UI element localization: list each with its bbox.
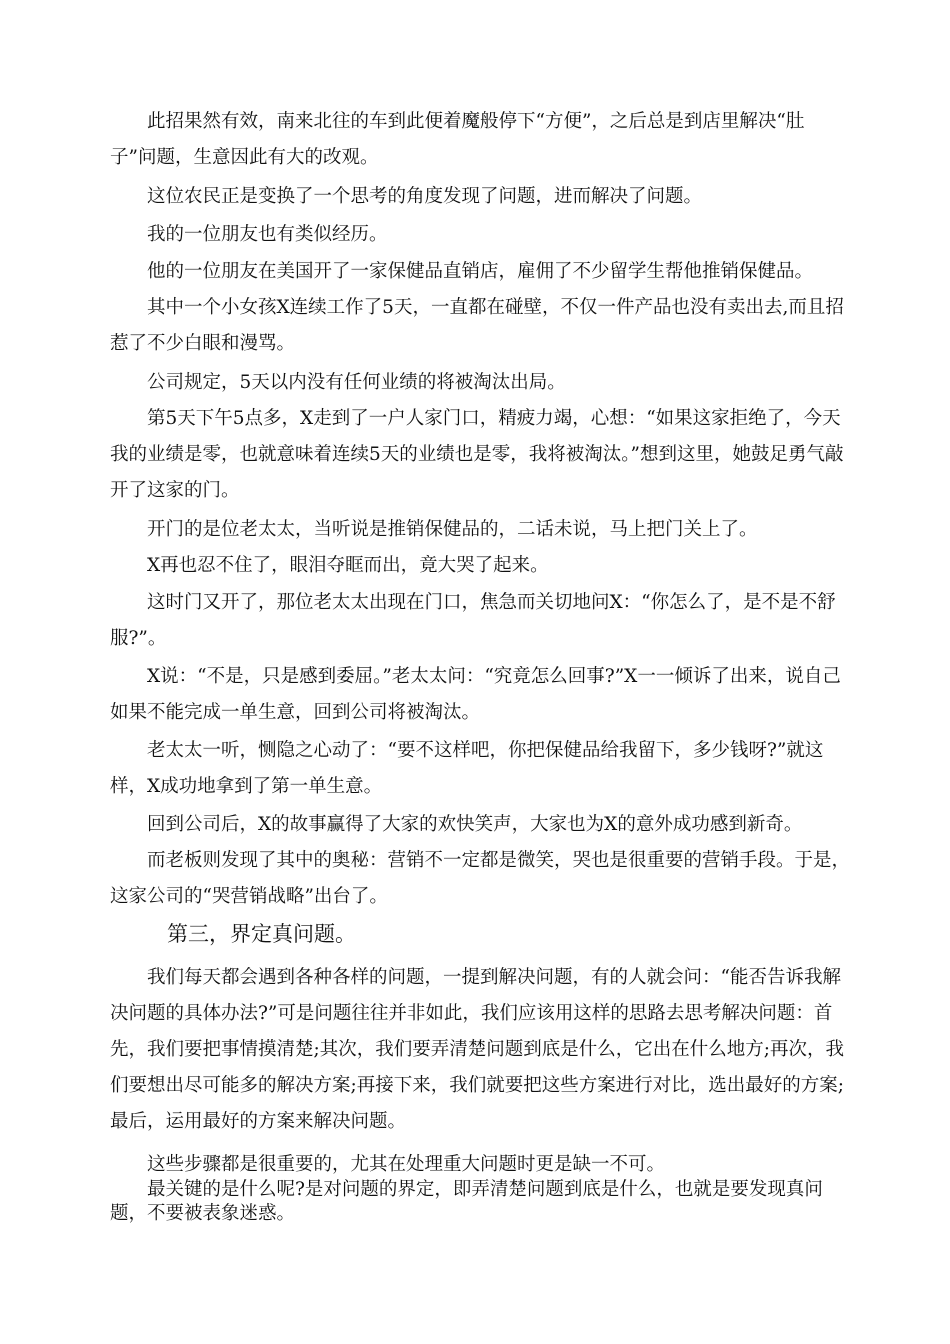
paragraph-7: 第5天下午5点多，X走到了一户人家门口，精疲力竭，心想：“如果这家拒绝了，今天我的业绩是零，也就意味着连续5天的业绩也是零，我将被淘汰。”想到这里，她鼓足勇气敲开了这家的门。 <box>110 408 844 501</box>
paragraph-13: 回到公司后，X的故事赢得了大家的欢快笑声，大家也为X的意外成功感到新奇。 <box>147 814 803 835</box>
paragraph-1: 此招果然有效，南来北往的车到此便着魔般停下“方便”，之后总是到店里解决“肚子”问题，生意因此有大的改观。 <box>110 111 805 168</box>
paragraph-3: 我的一位朋友也有类似经历。 <box>147 224 388 245</box>
paragraph-4: 他的一位朋友在美国开了一家保健品直销店，雇佣了不少留学生帮他推销保健品。 <box>147 261 814 282</box>
paragraph-8: 开门的是位老太太，当听说是推销保健品的，二话未说，马上把门关上了。 <box>147 519 758 540</box>
paragraph-5: 其中一个小女孩X连续工作了5天，一直都在碰壁，不仅一件产品也没有卖出去,而且招惹了不少白眼和漫骂。 <box>110 297 844 354</box>
section-paragraph-3: 最关键的是什么呢?是对问题的界定，即弄清楚问题到底是什么，也就是要发现真问题，不要被表象迷惑。 <box>110 1179 823 1224</box>
section-paragraph-1: 我们每天都会遇到各种各样的问题，一提到解决问题，有的人就会问：“能否告诉我解决问题的具体办法?”可是问题往往并非如此，我们应该用这样的思路去思考解决问题：首先，我们要把事情摸清楚;其次，我们要弄清楚问题到底是什么，它出在什么地方;再次，我们要想出尽可能多的解决方案;再接下来，我们就要把这些方案进行对比，选出最好的方案;最后，运用最好的方案来解决问题。 <box>110 967 844 1132</box>
paragraph-10: 这时门又开了，那位老太太出现在门口，焦急而关切地问X：“你怎么了，是不是不舒服?”。 <box>110 592 836 649</box>
paragraph-11: X说：“不是，只是感到委屈。”老太太问：“究竟怎么回事?”X一一倾诉了出来，说自己如果不能完成一单生意，回到公司将被淘汰。 <box>110 666 841 723</box>
paragraph-12: 老太太一听，恻隐之心动了：“要不这样吧，你把保健品给我留下，多少钱呀?”就这样，X成功地拿到了第一单生意。 <box>110 740 824 797</box>
paragraph-2: 这位农民正是变换了一个思考的角度发现了问题，进而解决了问题。 <box>147 186 703 207</box>
section-paragraph-2: 这些步骤都是很重要的，尤其在处理重大问题时更是缺一不可。 <box>147 1154 666 1175</box>
paragraph-9: X再也忍不住了，眼泪夺眶而出，竟大哭了起来。 <box>147 555 549 576</box>
paragraph-6: 公司规定，5天以内没有任何业绩的将被淘汰出局。 <box>147 372 566 393</box>
paragraph-14: 而老板则发现了其中的奥秘：营销不一定都是微笑，哭也是很重要的营销手段。于是，这家公司的“哭营销战略”出台了。 <box>110 850 851 907</box>
section-heading: 第三，界定真问题。 <box>167 922 356 946</box>
